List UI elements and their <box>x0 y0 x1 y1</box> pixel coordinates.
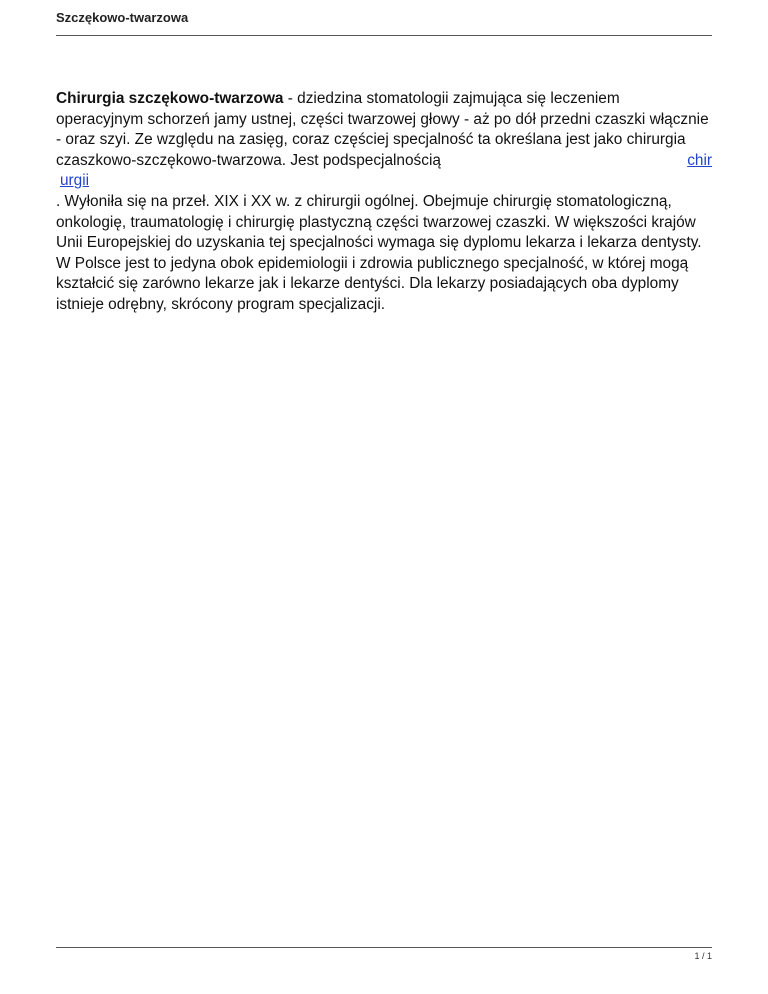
lead-term: Chirurgia szczękowo-twarzowa <box>56 90 284 107</box>
page-footer <box>56 947 712 961</box>
article-text: kształcić się zarówno lekarze jak i lekarze dentyści. Dla lekarzy posiadających oba dyplomy <box>56 275 679 293</box>
article-paragraph <box>56 89 712 316</box>
page-header <box>56 8 712 36</box>
article-text: . Wyłoniła się na przeł. XIX i XX w. z chirurgii ogólnej. Obejmuje chirurgię stomatologiczną, <box>56 192 672 210</box>
article-text: W Polsce jest to jedyna obok epidemiologii i zdrowia publicznego specjalność, w której mogą <box>56 254 689 272</box>
page-title: Szczękowo-twarzowa <box>56 10 189 25</box>
surgery-link-part1[interactable]: chir <box>687 151 712 169</box>
page-number: 1 / 1 <box>694 951 712 961</box>
article-text: Unii Europejskiej do uzyskania tej specjalności wymaga się dyplomu lekarza i lekarza dentysty. <box>56 234 702 252</box>
article-text: czaszkowo-szczękowo-twarzowa. Jest podspecjalnością <box>56 151 441 169</box>
article-text: - oraz szyi. Ze względu na zasięg, coraz częściej specjalność ta określana jest jako chirurgia <box>56 131 686 149</box>
article-body <box>56 89 712 316</box>
article-text: operacyjnym schorzeń jamy ustnej, części twarzowej głowy - aż po dół przedni czaszki włącznie <box>56 110 709 128</box>
article-text: - dziedzina stomatologii zajmująca się leczeniem <box>283 90 620 107</box>
surgery-link-part2[interactable]: urgii <box>60 172 90 190</box>
article-text: onkologię, traumatologię i chirurgię plastyczną części twarzowej czaszki. W większości krajów <box>56 213 696 231</box>
article-text: istnieje odrębny, skrócony program specjalizacji. <box>56 295 386 313</box>
